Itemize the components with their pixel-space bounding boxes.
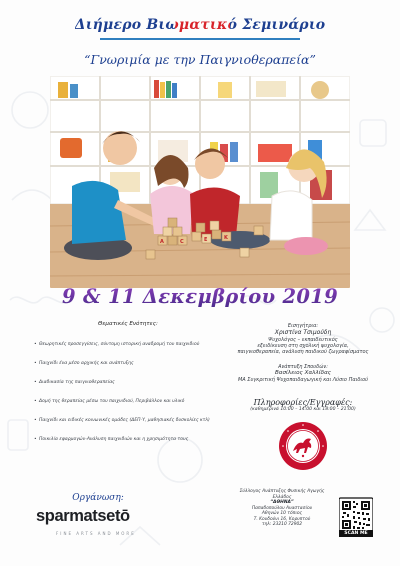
association-seal-logo [278, 421, 328, 471]
qr-scan-label: SCAN ME [339, 530, 373, 537]
topic-item: • Δομή της θεραπείας μέσω του παιχνιδιού, Περιβάλλον και υλικό [34, 398, 254, 417]
host-block [228, 364, 378, 383]
info-heading: Πληροφορίες/Εγγραφές: [253, 398, 353, 407]
seminar-subtitle: “Γνωριμία με την Παιγνιοθεραπεία” [84, 52, 316, 67]
speaker-label: Εισηγήτρια: [287, 323, 319, 329]
event-dates-text: 9 & 11 Δεκεμβρίου 2019 [62, 285, 338, 308]
host-detail: ΜΑ Συγκριτική Ψυχοπαιδαγωγική και Λύσιο Παιδιού [237, 377, 369, 384]
topic-item: • Διαδικασία της παιγνιοθεραπείας [34, 379, 254, 398]
organizer-tagline: FINE ARTS AND MORE [56, 531, 136, 536]
association-phone: τηλ: 23210 72902 [261, 522, 303, 527]
topic-item: • Θεωρητικές προσεγγίσεις, σύντομη ιστορική αναδρομή του παιχνιδιού [34, 341, 254, 360]
association-line-1: Σύλλογος Ανάπτυξης Φυσικής Αγωγής Ελλάδος [239, 489, 325, 500]
organizer-label: Οργάνωση: [72, 493, 124, 503]
seminar-title [0, 17, 400, 33]
host-label: Ανάπτυξη Σπουδών: [278, 364, 328, 370]
svg-text:A: A [160, 239, 164, 245]
speaker-role-3: παιγνιοθεραπεία, ανάλυση παιδικού ζωγραφίσματος [237, 349, 369, 356]
svg-text:E: E [204, 237, 208, 243]
topics-list [34, 341, 254, 455]
children-playing-photo [50, 76, 350, 288]
children-playing-illustration [50, 76, 350, 288]
speaker-role-2: εξειδίκευση στη σχολική ψυχολογία, [257, 343, 349, 349]
association-line-2: “ΑΘΗΝΑ” [270, 500, 294, 505]
svg-text:C: C [180, 239, 184, 245]
speaker-role-1: Ψυχολόγος – εκπαιδευτικός [268, 336, 338, 343]
association-line-4: Αθηνών 10 τόπιος [261, 511, 303, 516]
topic-item: • Παιχνίδι ένα μέσο αρχικής και ανάπτυξης [34, 360, 254, 379]
host-name: Βασίλειος Χαλλίδας [274, 370, 332, 377]
topic-item: • Παιχνίδι και ειδικές κοινωνικές ομάδες (ΔΕΠ-Υ, μαθησιακές δυσκολίες κτλ) [34, 417, 254, 436]
seminar-title-text: Διήμερο Βιωματικό Σεμινάριο [74, 17, 326, 33]
info-hours: (καθημερινά 10:00 – 14:00 και 18:00 – 21:00) [250, 407, 356, 412]
association-line-5: Τ. Κουδούνι 16, Κορυπτού [253, 516, 311, 522]
speaker-name: Χριστίνα Τσιμούδη [274, 329, 332, 337]
event-dates [0, 285, 400, 308]
speaker-block [228, 323, 378, 356]
info-block [228, 398, 378, 413]
topic-item: • Ποικιλία εφαρμογών-Ανάλυση παιχνιδιών και η χρησιμότητα τους [34, 436, 254, 455]
title-underline [100, 38, 300, 40]
association-line-3: Παπαδοπούλου Αναστασίου [251, 505, 313, 511]
association-details [232, 489, 332, 528]
svg-text:K: K [224, 235, 228, 241]
organizer-brand-logo: sparmatsetō [36, 507, 130, 525]
topics-heading: Θεματικές Ενότητες: [98, 321, 158, 327]
